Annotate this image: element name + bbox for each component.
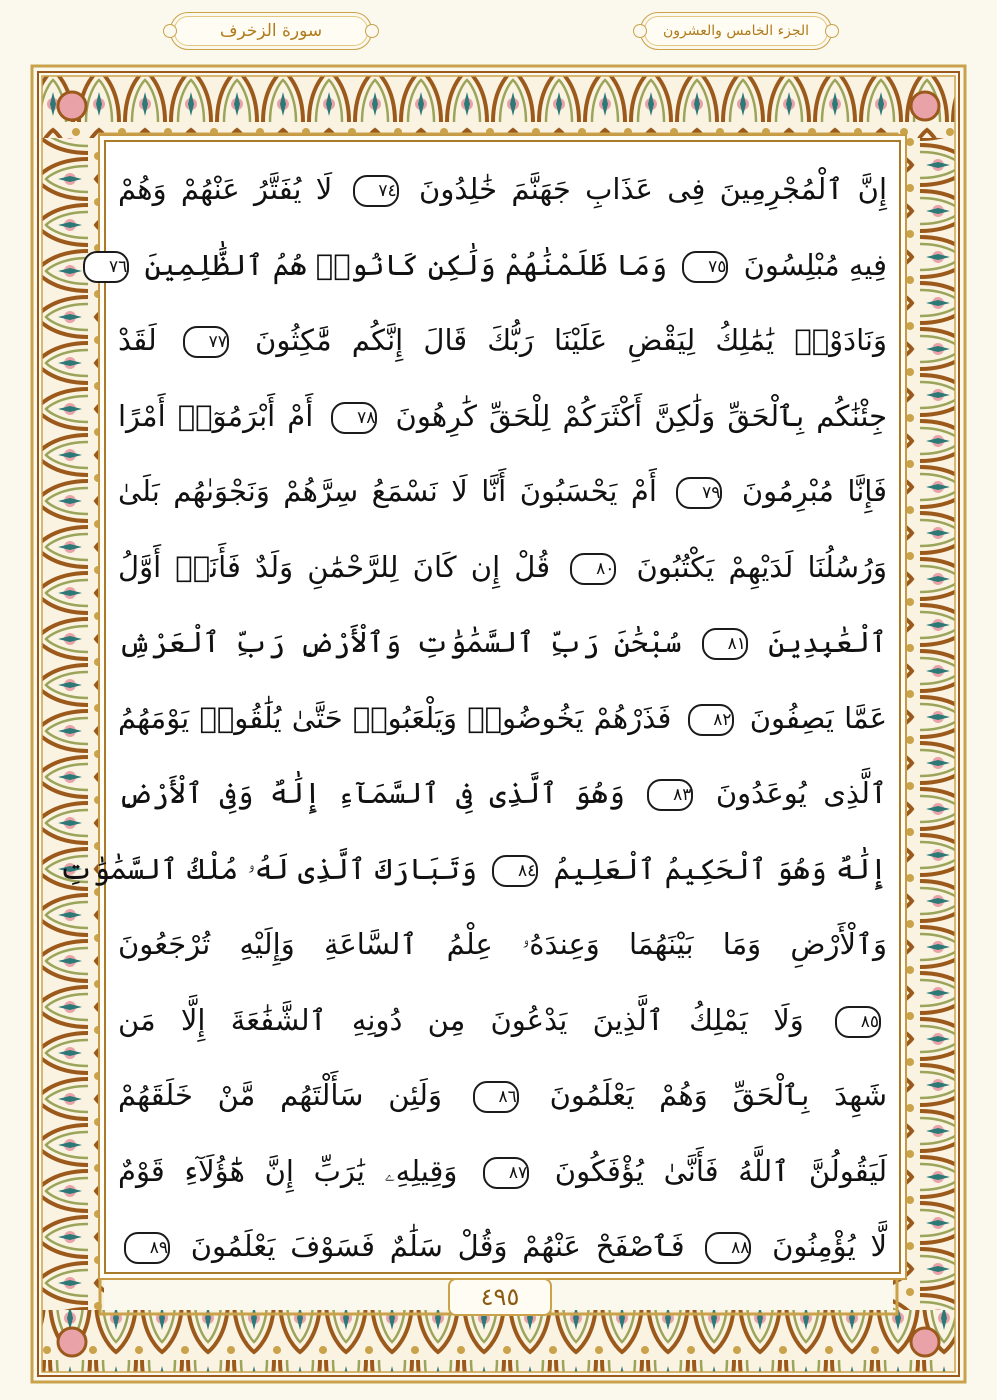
quran-text-lines: [59, 152, 888, 1285]
text-line: [118, 907, 887, 983]
verse-text: فَإِنَّا مُبْرِمُونَ: [741, 474, 887, 508]
text-line: [59, 832, 887, 908]
ayah-number-marker: ٨٨: [705, 1232, 751, 1264]
text-line: [118, 983, 887, 1059]
ayah-number-marker: ٨٩: [124, 1232, 170, 1264]
ayah-number-marker: ٧٨: [331, 402, 377, 434]
ayah-number-marker: ٨٥: [835, 1006, 881, 1038]
text-line: [118, 681, 887, 757]
text-line: [118, 303, 887, 379]
verse-text: قُلْ إِن كَانَ لِلرَّحْمَٰنِ وَلَدٌ فَأَنَا۠ أَوَّلُ: [118, 549, 551, 584]
verse-text: وَقِيلِهِۦ يَٰرَبِّ إِنَّ هَٰٓؤُلَآءِ قَوْمٌ: [118, 1153, 458, 1188]
juz-name-header: [640, 12, 832, 50]
verse-text: لَيَقُولُنَّ ٱللَّهُ فَأَنَّىٰ يُؤْفَكُونَ: [554, 1153, 888, 1188]
verse-text: أَمْ أَبْرَمُوٓا۟ أَمْرًا: [118, 398, 314, 433]
verse-text: وَرُسُلُنَا لَدَيْهِمْ يَكْتُبُونَ: [636, 549, 888, 584]
ayah-number-marker: ٧٦: [83, 251, 129, 283]
ayah-number-marker: ٧٧: [183, 326, 229, 358]
verse-text: سُبْحَٰنَ رَبِّ ٱلسَّمَٰوَٰتِ وَٱلْأَرْضِ رَبِّ ٱلْعَرْشِ: [118, 625, 682, 659]
text-line: [118, 454, 887, 530]
text-line: [118, 756, 887, 832]
verse-text: إِلَٰهٌ وَهُوَ ٱلْحَكِيمُ ٱلْعَلِيمُ: [553, 851, 887, 886]
verse-text: لَا يُفَتَّرُ عَنْهُمْ وَهُمْ: [118, 172, 333, 206]
verse-text: شَهِدَ بِٱلْحَقِّ وَهُمْ يَعْلَمُونَ: [549, 1078, 888, 1112]
ayah-number-marker: ٨٠: [570, 553, 616, 585]
verse-text: وَنَادَوْا۟ يَٰمَٰلِكُ لِيَقْضِ عَلَيْنَا رَبُّكَ قَالَ إِنَّكُم مَّٰكِثُونَ: [255, 323, 887, 357]
ayah-number-marker: ٨٦: [473, 1081, 519, 1113]
verse-text: لَّا يُؤْمِنُونَ: [772, 1229, 887, 1263]
page-number: [448, 1278, 552, 1316]
verse-text: أَمْ يَحْسَبُونَ أَنَّا لَا نَسْمَعُ سِرَّهُمْ وَنَجْوَىٰهُم بَلَىٰ: [118, 474, 657, 508]
text-line: [118, 152, 887, 228]
juz-name-text: الجزء الخامس والعشرون: [662, 23, 810, 39]
ayah-number-marker: ٧٥: [682, 251, 728, 283]
surah-name-text: سورة الزخرف: [219, 21, 323, 41]
ayah-number-marker: ٨١: [702, 628, 748, 660]
verse-text: فِيهِ مُبْلِسُونَ: [743, 247, 887, 282]
ayah-number-marker: ٨٢: [688, 704, 734, 736]
verse-text: وَٱلْأَرْضِ وَمَا بَيْنَهُمَا وَعِندَهُۥ عِلْمُ ٱلسَّاعَةِ وَإِلَيْهِ تُرْجَعُونَ: [118, 927, 887, 961]
surah-name-header: [170, 12, 372, 50]
text-line: [118, 1134, 887, 1210]
verse-text: إِنَّ ٱلْمُجْرِمِينَ فِى عَذَابِ جَهَنَّمَ خَٰلِدُونَ: [419, 172, 888, 206]
verse-text: فَذَرْهُمْ يَخُوضُوا۟ وَيَلْعَبُوا۟ حَتَّىٰ يُلَٰقُوا۟ يَوْمَهُمُ: [118, 700, 672, 735]
verse-text: ٱلَّذِى يُوعَدُونَ: [715, 776, 888, 810]
verse-text: ٱلْعَٰبِدِينَ: [768, 625, 888, 659]
verse-text: عَمَّا يَصِفُونَ: [749, 700, 887, 735]
page-number-text: ٤٩٥: [480, 1283, 520, 1311]
text-line: [118, 605, 887, 681]
text-line: [118, 1209, 887, 1285]
verse-text: وَمَا ظَلَمْنَٰهُمْ وَلَٰكِن كَانُوا۟ هُمُ ٱلظَّٰلِمِينَ: [144, 247, 668, 282]
text-line: [118, 379, 887, 455]
ayah-number-marker: ٧٤: [353, 175, 399, 207]
verse-text: جِئْنَٰكُم بِٱلْحَقِّ وَلَٰكِنَّ أَكْثَرَكُمْ لِلْحَقِّ كَٰرِهُونَ: [395, 398, 887, 433]
ayah-number-marker: ٨٧: [483, 1157, 529, 1189]
verse-text: وَلَا يَمْلِكُ ٱلَّذِينَ يَدْعُونَ مِن دُونِهِ ٱلشَّفَٰعَةَ إِلَّا مَن: [118, 1002, 804, 1037]
text-line: [108, 228, 887, 304]
quran-text-panel: [59, 140, 901, 1274]
ayah-number-marker: ٨٤: [492, 855, 538, 887]
verse-text: وَتَبَارَكَ ٱلَّذِى لَهُۥ مُلْكُ ٱلسَّمَٰوَٰتِ: [59, 851, 478, 886]
text-line: [118, 530, 887, 606]
verse-text: فَٱصْفَحْ عَنْهُمْ وَقُلْ سَلَٰمٌ فَسَوْفَ يَعْلَمُونَ: [190, 1229, 685, 1263]
verse-text: وَلَئِن سَأَلْتَهُم مَّنْ خَلَقَهُمْ: [118, 1078, 442, 1112]
text-line: [118, 1058, 887, 1134]
ayah-number-marker: ٧٩: [676, 477, 722, 509]
verse-text: لَقَدْ: [118, 323, 157, 357]
verse-text: وَهُوَ ٱلَّذِى فِى ٱلسَّمَآءِ إِلَٰهٌ وَفِى ٱلْأَرْضِ: [118, 776, 625, 810]
ayah-number-marker: ٨٣: [647, 779, 693, 811]
